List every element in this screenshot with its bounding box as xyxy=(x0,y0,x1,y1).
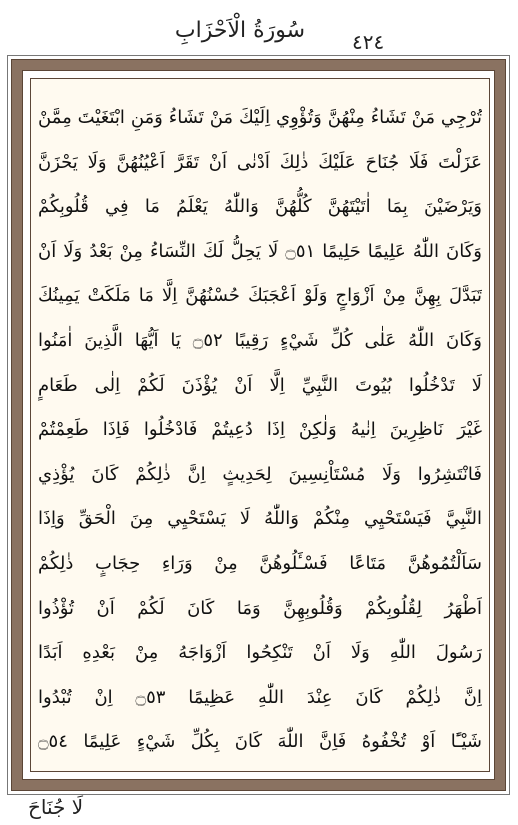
verse-line-12: اَطْهَرُ لِقُلُوبِكُمْ وَقُلُوبِهِنَّ وَمَا كَانَ لَكُمْ اَنْ تُؤْذُوا xyxy=(38,597,482,619)
verse-line-2: عَزَلْتَ فَلَا جُنَاحَ عَلَيْكَ ذٰلِكَ اَدْنٰى اَنْ تَقَرَّ اَعْيُنُهُنَّ وَلَا يَحْزَنَّ xyxy=(38,151,482,173)
page-header xyxy=(0,0,518,58)
verse-line-15: شَيْـًٔا اَوْ تُخْفُوهُ فَاِنَّ اللّٰهَ كَانَ بِكُلِّ شَيْءٍ عَلِيمًا ۝٥٤ xyxy=(38,731,482,753)
verse-line-11: سَاَلْتُمُوهُنَّ مَتَاعًا فَسْـَٔلُوهُنَّ مِنْ وَرَاءِ حِجَابٍ ذٰلِكُمْ xyxy=(38,552,482,574)
verse-line-14: اِنَّ ذٰلِكُمْ كَانَ عِنْدَ اللّٰهِ عَظِيمًا ۝٥٣ اِنْ تُبْدُوا xyxy=(38,686,482,708)
verse-text-block xyxy=(38,96,482,766)
verse-line-8: غَيْرَ نَاظِرِينَ اِنٰيهُ وَلٰكِنْ اِذَا دُعِيتُمْ فَادْخُلُوا فَاِذَا طَعِمْتُمْ xyxy=(38,419,482,441)
verse-line-4: وَكَانَ اللّٰهُ عَلِيمًا حَلِيمًا ۝٥١ لَا يَحِلُّ لَكَ النِّسَاءُ مِنْ بَعْدُ وَلَا اَنْ xyxy=(38,240,482,262)
verse-line-9: فَانْتَشِرُوا وَلَا مُسْتَاْنِسِينَ لِحَدِيثٍ اِنَّ ذٰلِكُمْ كَانَ يُؤْذِي xyxy=(38,463,482,485)
verse-line-5: تَبَدَّلَ بِهِنَّ مِنْ اَزْوَاجٍ وَلَوْ اَعْجَبَكَ حُسْنُهُنَّ اِلَّا مَا مَلَكَتْ يَمِينُكَ xyxy=(38,285,482,307)
verse-line-6: وَكَانَ اللّٰهُ عَلٰى كُلِّ شَيْءٍ رَقِيبًا ۝٥٢ يَا اَيُّهَا الَّذِينَ اٰمَنُوا xyxy=(38,329,482,351)
verse-line-7: لَا تَدْخُلُوا بُيُوتَ النَّبِيِّ اِلَّا اَنْ يُؤْذَنَ لَكُمْ اِلٰى طَعَامٍ xyxy=(38,374,482,396)
verse-line-13: رَسُولَ اللّٰهِ وَلَا اَنْ تَنْكِحُوا اَزْوَاجَهُ مِنْ بَعْدِهِ اَبَدًا xyxy=(38,642,482,664)
verse-line-1: تُرْجِي مَنْ تَشَاءُ مِنْهُنَّ وَتُؤْوِي اِلَيْكَ مَنْ تَشَاءُ وَمَنِ ابْتَغَيْتَ مِمَّنْ xyxy=(38,107,482,128)
page-number: ٤٢٤ xyxy=(352,30,385,54)
verse-line-10: النَّبِيَّ فَيَسْتَحْيِي مِنْكُمْ وَاللّٰهُ لَا يَسْتَحْيِي مِنَ الْحَقِّ وَاِذَا xyxy=(38,508,482,530)
verse-line-3: وَيَرْضَيْنَ بِمَا اٰتَيْتَهُنَّ كُلُّهُنَّ وَاللّٰهُ يَعْلَمُ مَا فِي قُلُوبِكُمْ xyxy=(38,196,482,218)
surah-title: سُورَةُ الْاَحْزَابِ xyxy=(174,18,306,43)
catchword: لَا جُنَاحَ xyxy=(28,795,84,819)
